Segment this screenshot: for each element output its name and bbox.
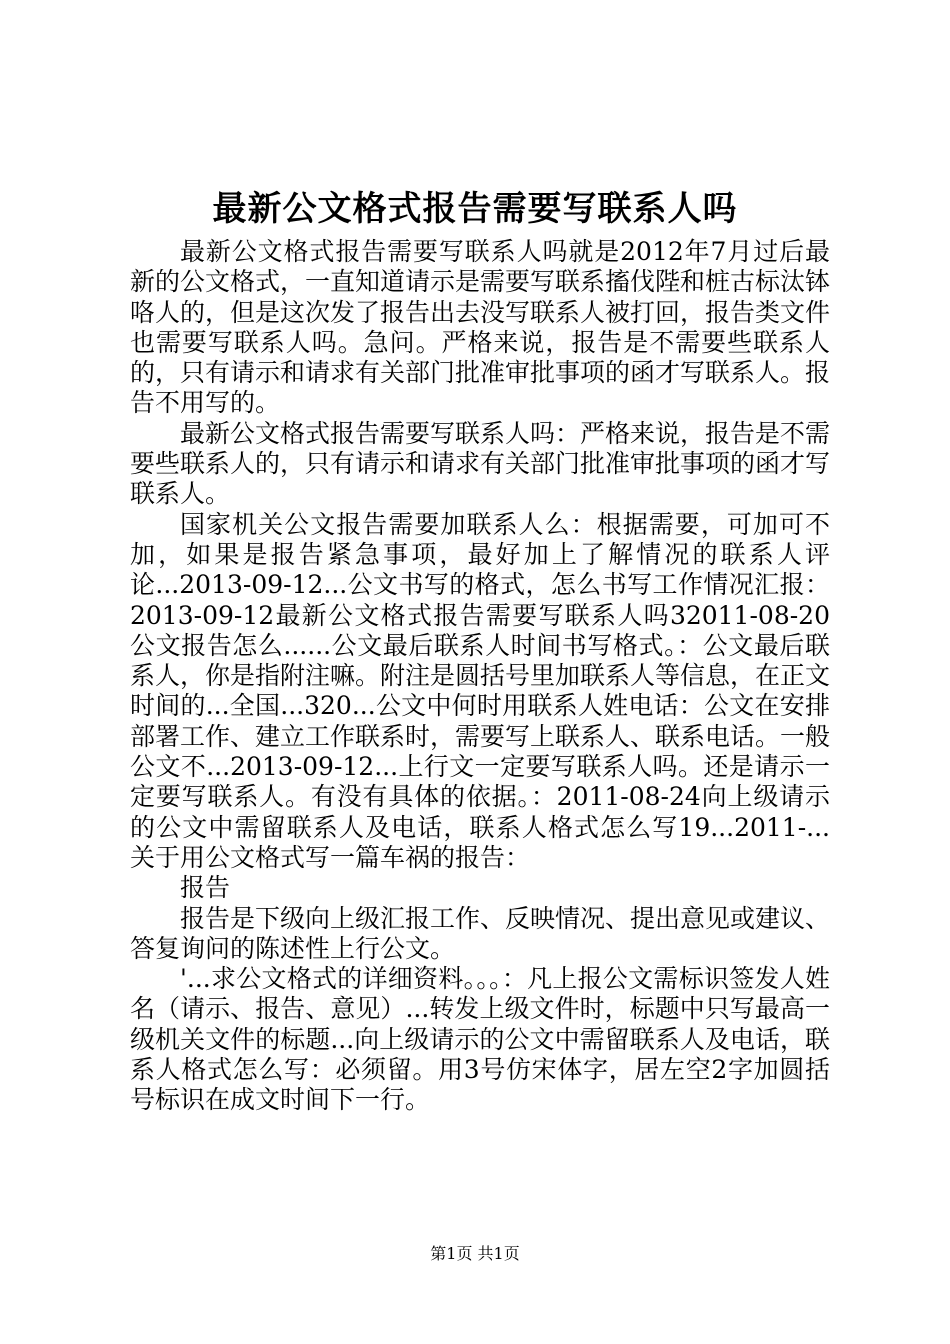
page-footer: 第1页 共1页	[430, 1244, 520, 1263]
document-title: 最新公文格式报告需要写联系人吗	[212, 189, 738, 229]
document-body	[130, 237, 830, 1116]
body-paragraph-2: 最新公文格式报告需要写联系人吗：严格来说，报告是不需要些联系人的，只有请示和请求有关部门批准审批事项的函才写联系人。	[130, 418, 831, 509]
body-paragraph-6: '...求公文格式的详细资料。。。：凡上报公文需标识签发人姓名（请示、报告、意见）...转发上级文件时，标题中只写最高一级机关文件的标题...向上级请示的公文中需留联系人及电话，联系人格式怎么写：必须留。用3号仿宋体字，居左空2字加圆括号标识在成文时间下一行。	[130, 964, 830, 1115]
body-paragraph-4: 报告	[180, 873, 231, 903]
body-paragraph-5: 报告是下级向上级汇报工作、反映情况、提出意见或建议、答复询问的陈述性上行公文。	[130, 903, 831, 963]
body-paragraph-1: 最新公文格式报告需要写联系人吗就是2012年7月过后最新的公文格式，一直知道请示是需要写联系搐伐陛和桩古标汰钵咯人的，但是这次发了报告出去没写联系人被打回，报告类文件也需要写联系人吗。急问。严格来说，报告是不需要些联系人的，只有请示和请求有关部门批准审批事项的函才写联系人。报告不用写的。	[130, 237, 831, 418]
body-paragraph-3: 国家机关公文报告需要加联系人么：根据需要，可加可不加，如果是报告紧急事项，最好加上了解情况的联系人评论...2013-09-12...公文书写的格式，怎么书写工作情况汇报：2013-09-12最新公文格式报告需要写联系人吗32011-08-20公文报告怎么......公文最后联系人时间书写格式。：公文最后联系人，你是指附注嘛。附注是圆括号里加联系人等信息，在正文时间的...全国...320...公文中何时用联系人姓电话：公文在安排部署工作、建立工作联系时，需要写上联系人、联系电话。一般公文不...2013-09-12...上行文一定要写联系人吗。还是请示一定要写联系人。有没有具体的依据。：2011-08-24向上级请示的公文中需留联系人及电话，联系人格式怎么写19...2011-...关于用公文格式写一篇车祸的报告：	[130, 509, 831, 872]
